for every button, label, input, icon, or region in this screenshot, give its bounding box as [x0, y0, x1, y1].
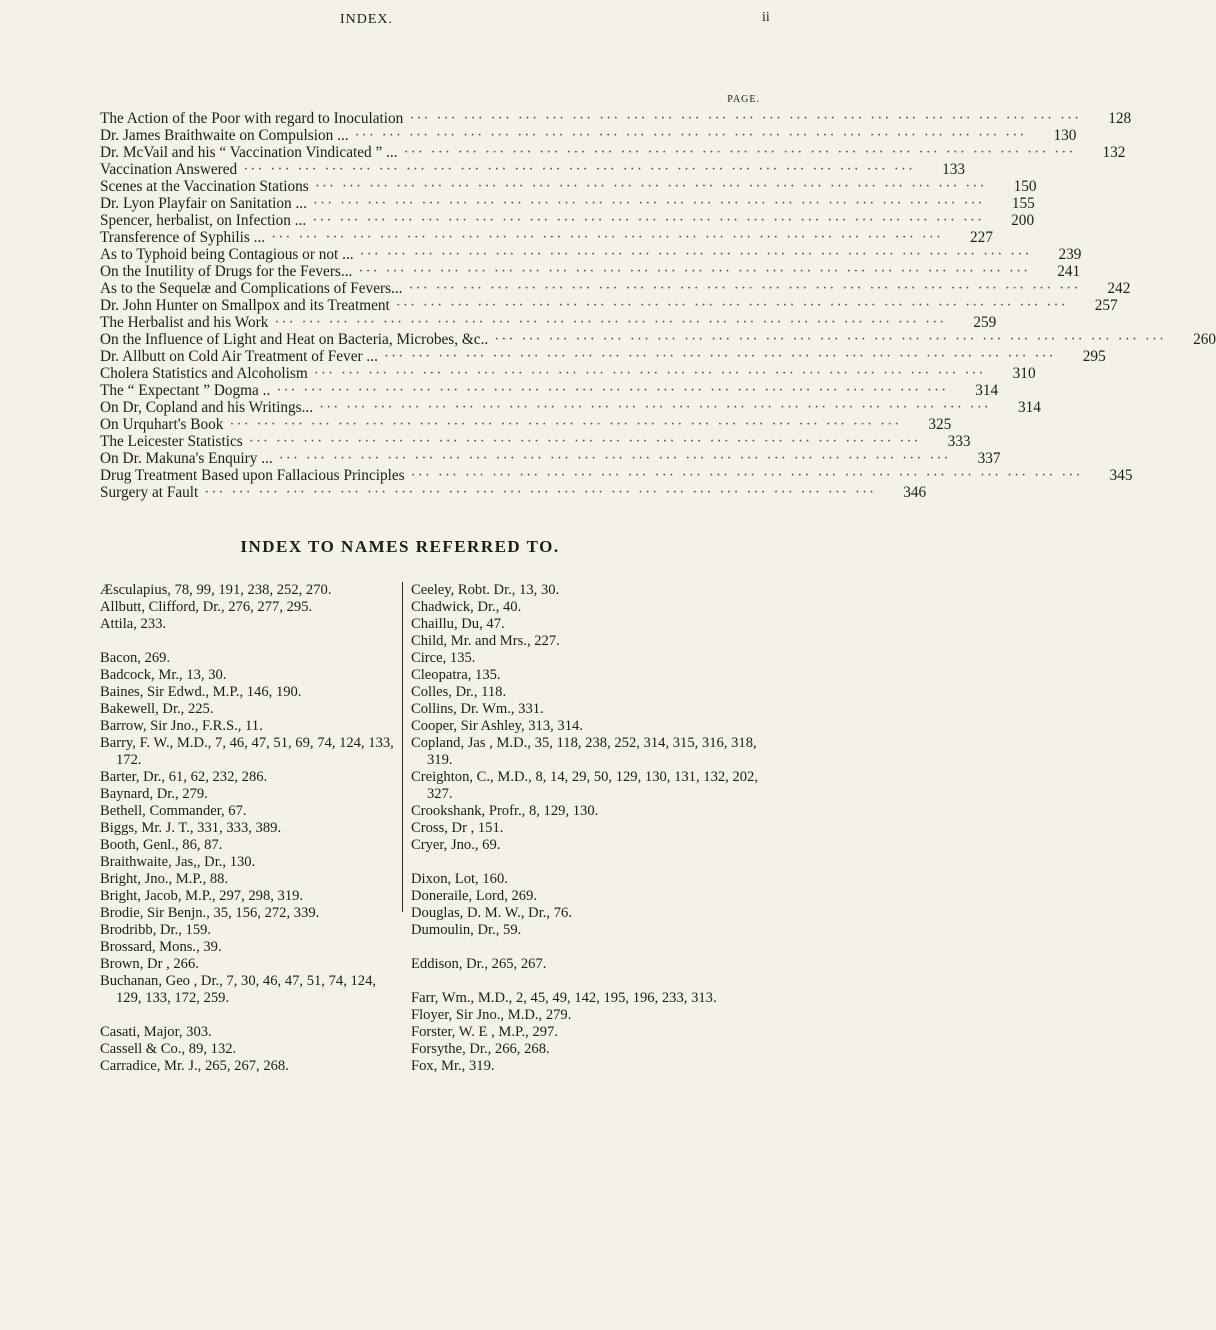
names-index-left-column: [100, 582, 396, 1075]
name-index-entry: Dumoulin, Dr., 59.: [411, 922, 522, 938]
name-index-entry: Ceeley, Robt. Dr., 13, 30.: [411, 582, 560, 598]
contents-entry-title: On Dr, Copland and his Writings...: [100, 399, 314, 416]
contents-entry-title: Transference of Syphilis ...: [100, 229, 266, 246]
name-index-entry: Allbutt, Clifford, Dr., 276, 277, 295.: [100, 599, 313, 615]
name-index-entry: Badcock, Mr., 13, 30.: [100, 667, 227, 683]
name-index-entry: Circe, 135.: [411, 650, 476, 666]
contents-entry-title: On Dr. Makuna's Enquiry ...: [100, 450, 273, 467]
contents-entry-title: The “ Expectant ” Dogma ..: [100, 382, 271, 399]
name-index-entry: Brossard, Mons., 39.: [100, 939, 222, 955]
name-index-entry: Chadwick, Dr., 40.: [411, 599, 522, 615]
dot-leader: [390, 297, 1074, 314]
dot-leader: [398, 144, 1082, 161]
name-index-entry: Baines, Sir Edwd., M.P., 146, 190.: [100, 684, 302, 700]
name-index-entry: Barrow, Sir Jno., F.R.S., 11.: [100, 718, 263, 734]
name-index-entry: Brodie, Sir Benjn., 35, 156, 272, 339.: [100, 905, 320, 921]
name-index-entry: Fox, Mr., 319.: [411, 1058, 495, 1074]
contents-entry-page: 310: [1012, 365, 1036, 382]
contents-entry-page: 241: [1057, 263, 1081, 280]
contents-entry: [100, 144, 1126, 161]
contents-entry-title: Cholera Statistics and Alcoholism: [100, 365, 308, 382]
dot-leader: [243, 433, 927, 450]
dot-leader: [306, 212, 990, 229]
contents-entry: [100, 246, 1082, 263]
name-index-entry: Forster, W. E , M.P., 297.: [411, 1024, 558, 1040]
name-index-entry: Braithwaite, Jas,, Dr., 130.: [100, 854, 256, 870]
name-index-entry: Bright, Jno., M.P., 88.: [100, 871, 229, 887]
name-index-entry: Bakewell, Dr., 225.: [100, 701, 214, 717]
contents-entry-page: 325: [928, 416, 952, 433]
name-index-entry: Bacon, 269.: [100, 650, 171, 666]
name-index-entry: Colles, Dr., 118.: [411, 684, 507, 700]
name-index-entry: Brodribb, Dr., 159.: [100, 922, 212, 938]
contents-entry-page: 227: [970, 229, 993, 246]
name-index-entry: Collins, Dr. Wm., 331.: [411, 701, 544, 717]
dot-leader: [488, 331, 1172, 348]
contents-entry: [100, 314, 997, 331]
contents-entry-page: 333: [947, 433, 971, 450]
contents-entry-title: Dr. McVail and his “ Vaccination Vindicated ” ...: [100, 144, 398, 161]
name-index-entry: Attila, 233.: [100, 616, 167, 632]
name-index-entry: Douglas, D. M. W., Dr., 76.: [411, 905, 572, 921]
contents-entry-page: 260: [1193, 331, 1216, 348]
contents-entry: [100, 450, 1001, 467]
contents-entry: [100, 297, 1118, 314]
contents-entry-page: 128: [1108, 110, 1132, 127]
contents-entry-title: Spencer, herbalist, on Infection ...: [100, 212, 307, 229]
contents-entry-page: 242: [1107, 280, 1131, 297]
dot-leader: [223, 416, 907, 433]
name-index-entry: Casati, Major, 303.: [100, 1024, 212, 1040]
contents-entry-title: As to Typhoid being Contagious or not ...: [100, 246, 354, 263]
names-index-heading: INDEX TO NAMES REFERRED TO.: [240, 537, 560, 556]
name-index-entry: Doneraile, Lord, 269.: [411, 888, 538, 904]
contents-entry-title: Dr. James Braithwaite on Compulsion ...: [100, 127, 349, 144]
dot-leader: [308, 365, 992, 382]
contents-entry-title: On Urquhart's Book: [100, 416, 224, 433]
contents-entry: [100, 382, 999, 399]
names-index-right-column: [411, 582, 775, 1075]
dot-leader: [268, 314, 952, 331]
column-divider: [402, 582, 403, 912]
running-head-title: INDEX.: [340, 12, 394, 27]
dot-leader: [307, 195, 991, 212]
contents-entry: [100, 416, 952, 433]
dot-leader: [237, 161, 921, 178]
contents-entry-page: 239: [1058, 246, 1082, 263]
dot-leader: [313, 399, 997, 416]
dot-leader: [378, 348, 1062, 365]
name-index-entry: Bethell, Commander, 67.: [100, 803, 247, 819]
name-index-entry: Creighton, C., M.D., 8, 14, 29, 50, 129, 130, 131, 132, 202, 327.: [411, 769, 759, 802]
name-index-entry: Biggs, Mr. J. T., 331, 333, 389.: [100, 820, 282, 836]
name-index-entry: Floyer, Sir Jno., M.D., 279.: [411, 1007, 572, 1023]
contents-entry: [100, 212, 1035, 229]
name-index-entry: Child, Mr. and Mrs., 227.: [411, 633, 560, 649]
contents-entry-title: Dr. Allbutt on Cold Air Treatment of Fever ...: [100, 348, 378, 365]
dot-leader: [354, 246, 1038, 263]
contents-entry: [100, 484, 927, 501]
contents-entry-title: On the Influence of Light and Heat on Bacteria, Microbes, &c..: [100, 331, 489, 348]
name-index-entry: Chaillu, Du, 47.: [411, 616, 505, 632]
name-index-entry: Cross, Dr , 151.: [411, 820, 504, 836]
contents-entry: [100, 365, 1036, 382]
dot-leader: [405, 467, 1089, 484]
contents-entry: [100, 263, 1081, 280]
name-index-entry: Buchanan, Geo , Dr., 7, 30, 46, 47, 51, 74, 124, 129, 133, 172, 259.: [100, 973, 377, 1006]
name-index-entry: Cassell & Co., 89, 132.: [100, 1041, 237, 1057]
name-index-entry: Barry, F. W., M.D., 7, 46, 47, 51, 69, 74, 124, 133, 172.: [100, 735, 394, 768]
contents-entry-page: 132: [1102, 144, 1126, 161]
contents-entry: [100, 195, 1035, 212]
contents-entry-page: 314: [975, 382, 999, 399]
dot-leader: [270, 382, 954, 399]
dot-leader: [403, 280, 1087, 297]
contents-entry-page: 133: [942, 161, 966, 178]
contents-entry: [100, 110, 1132, 127]
dot-leader: [352, 263, 1036, 280]
name-index-entry: Barter, Dr., 61, 62, 232, 286.: [100, 769, 268, 785]
contents-entry-page: 337: [977, 450, 1001, 467]
contents-entry-page: 130: [1053, 127, 1077, 144]
name-index-entry: Dixon, Lot, 160.: [411, 871, 508, 887]
name-index-entry: Æsculapius, 78, 99, 191, 238, 252, 270.: [100, 582, 332, 598]
contents-entry: [100, 399, 1041, 416]
name-index-entry: Cooper, Sir Ashley, 313, 314.: [411, 718, 583, 734]
contents-entry-title: Dr. John Hunter on Smallpox and its Treatment: [100, 297, 390, 314]
contents-entry: [100, 433, 971, 450]
contents-entry: [100, 229, 993, 246]
contents-entry-title: The Action of the Poor with regard to Inoculation: [100, 110, 404, 127]
page-column-label: PAGE.: [727, 94, 760, 105]
page-number: ii: [762, 10, 770, 25]
contents-entry: [100, 280, 1131, 297]
dot-leader: [309, 178, 993, 195]
contents-entry-title: On the Inutility of Drugs for the Fevers...: [100, 263, 353, 280]
dot-leader: [198, 484, 882, 501]
name-index-entry: Farr, Wm., M.D., 2, 45, 49, 142, 195, 196, 233, 313.: [411, 990, 717, 1006]
contents-entry-title: As to the Sequelæ and Complications of Fevers...: [100, 280, 403, 297]
dot-leader: [273, 450, 957, 467]
contents-entry-page: 295: [1082, 348, 1106, 365]
contents-entry-title: Scenes at the Vaccination Stations: [100, 178, 309, 195]
dot-leader: [403, 110, 1087, 127]
contents-entry: [100, 178, 1037, 195]
dot-leader: [349, 127, 1033, 144]
name-index-entry: Cryer, Jno., 69.: [411, 837, 501, 853]
name-index-entry: Copland, Jas , M.D., 35, 118, 238, 252, 314, 315, 316, 318, 319.: [411, 735, 757, 768]
name-index-entry: Eddison, Dr., 265, 267.: [411, 956, 547, 972]
name-index-entry: Crookshank, Profr., 8, 129, 130.: [411, 803, 599, 819]
running-head: [0, 8, 800, 32]
contents-entry-page: 346: [903, 484, 927, 501]
name-index-entry: Baynard, Dr., 279.: [100, 786, 208, 802]
contents-entry-page: 150: [1013, 178, 1037, 195]
contents-entry-page: 314: [1017, 399, 1041, 416]
contents-entry-page: 155: [1011, 195, 1035, 212]
contents-entry-title: Vaccination Answered: [100, 161, 238, 178]
contents-entry-title: Surgery at Fault: [100, 484, 199, 501]
contents-entry-title: The Herbalist and his Work: [100, 314, 269, 331]
name-index-entry: Carradice, Mr. J., 265, 267, 268.: [100, 1058, 289, 1074]
dot-leader: [265, 229, 949, 246]
name-index-entry: Cleopatra, 135.: [411, 667, 501, 683]
contents-entry-title: Drug Treatment Based upon Fallacious Principles: [100, 467, 405, 484]
contents-entry: [100, 331, 1216, 348]
contents-entry-page: 257: [1094, 297, 1118, 314]
contents-entry: [100, 348, 1106, 365]
contents-entry-page: 259: [973, 314, 997, 331]
name-index-entry: Forsythe, Dr., 266, 268.: [411, 1041, 550, 1057]
name-index-entry: Booth, Genl., 86, 87.: [100, 837, 223, 853]
contents-entry: [100, 127, 1077, 144]
contents-entries: [100, 110, 1216, 501]
contents-entry-page: 345: [1109, 467, 1133, 484]
contents-entry-title: The Leicester Statistics: [100, 433, 243, 450]
contents-entry-page: 200: [1011, 212, 1035, 229]
name-index-entry: Bright, Jacob, M.P., 297, 298, 319.: [100, 888, 304, 904]
contents-entry-title: Dr. Lyon Playfair on Sanitation ...: [100, 195, 307, 212]
contents-entry: [100, 161, 966, 178]
contents-entry: [100, 467, 1133, 484]
name-index-entry: Brown, Dr , 266.: [100, 956, 199, 972]
